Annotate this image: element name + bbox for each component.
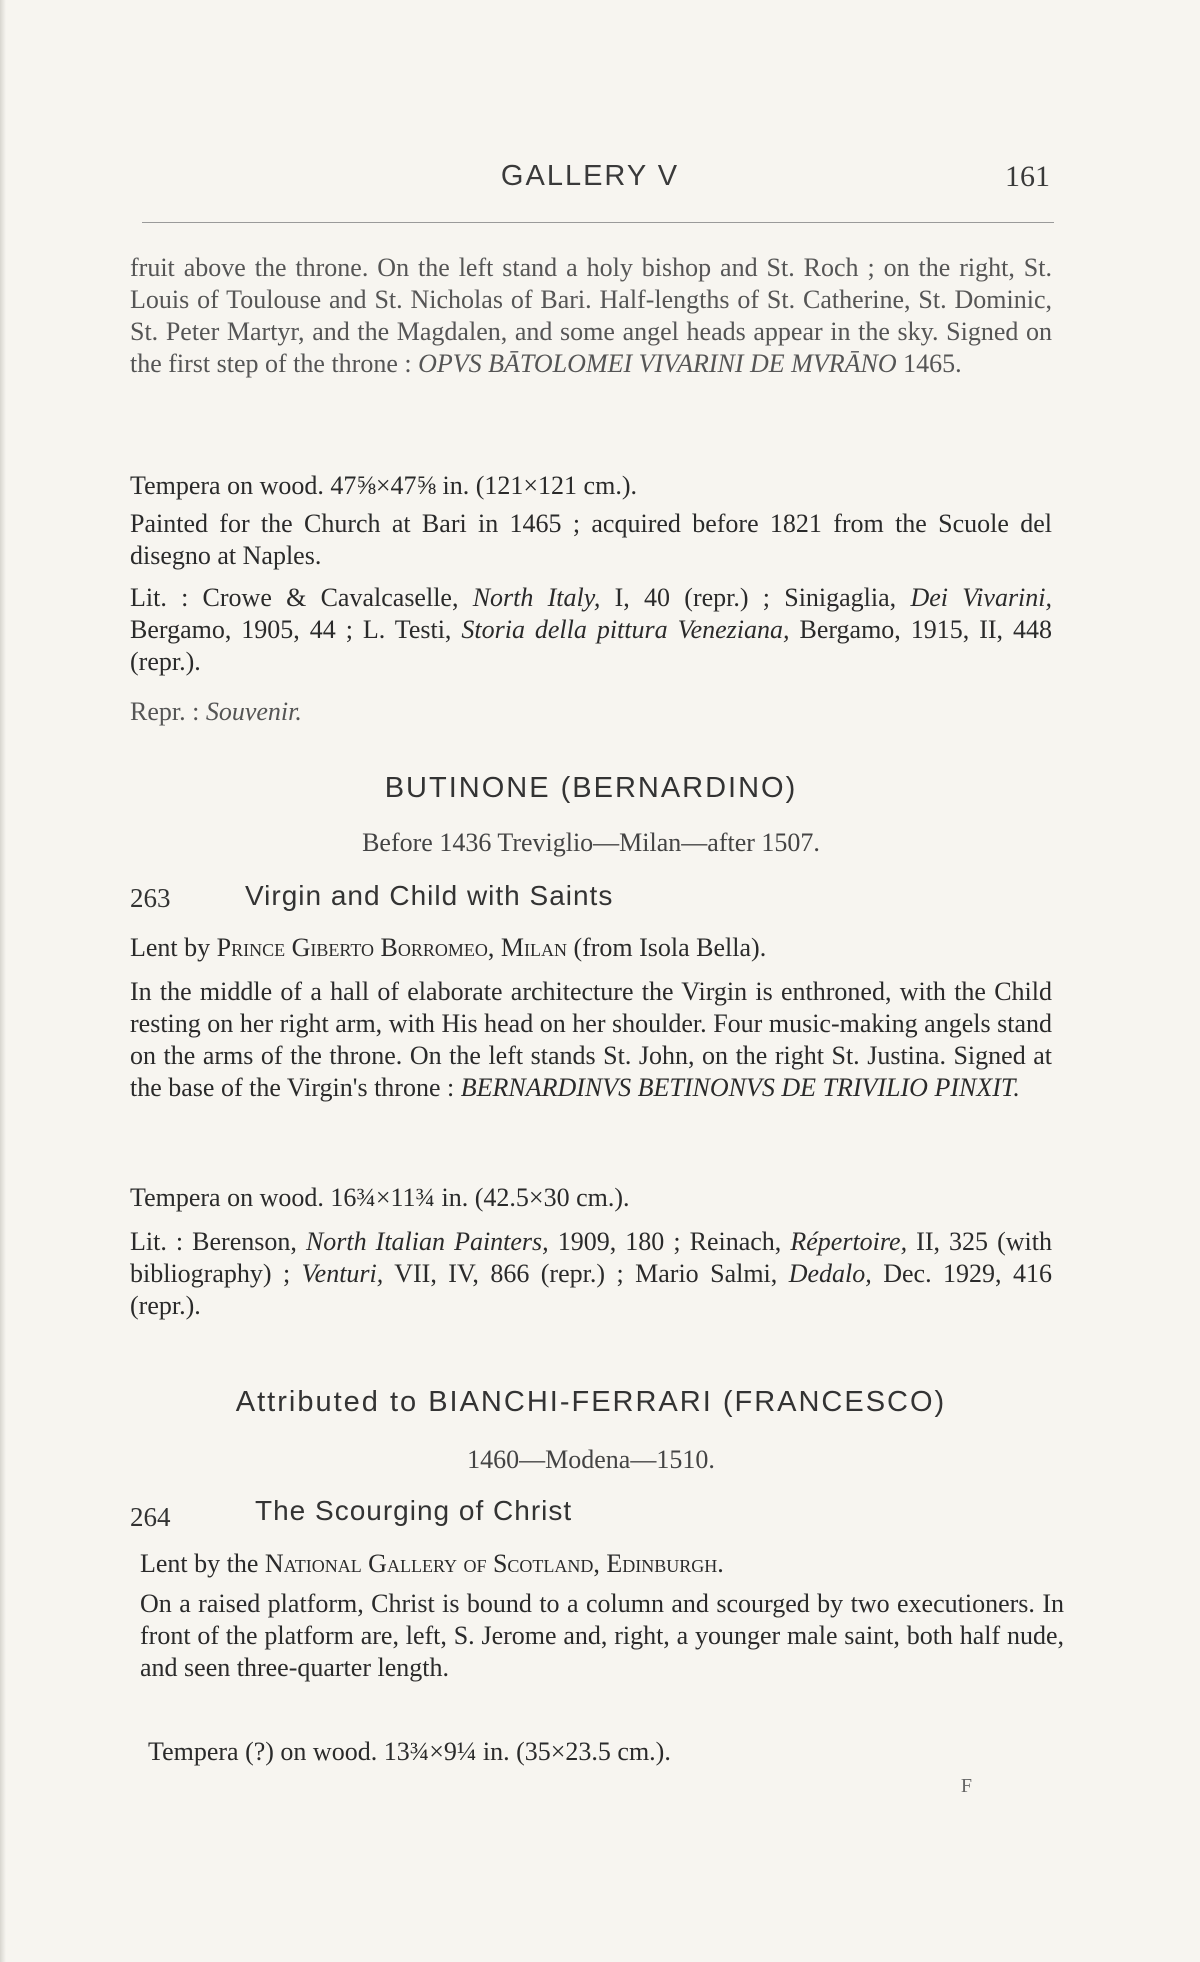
header-rule — [142, 222, 1054, 223]
entry-262-provenance: Painted for the Church at Bari in 1465 ; acquired before 1821 from the Scuole del disegno at Naples. — [130, 509, 1052, 570]
entry-264-medium: Tempera (?) on wood. 13¾×9¼ in. (35×23.5 cm.). — [148, 1737, 671, 1766]
lit-text: Dec. 1929, 416 (repr.). — [130, 1259, 1052, 1320]
entry-262-reproduction — [130, 696, 1052, 728]
entry-263-lender — [130, 932, 1052, 964]
description-text: In the middle of a hall of elaborate architecture the Virgin is enthroned, with the Child resting on her right arm, with His head on her shoulder. Four music-making angels stand on the arms of the throne. On the left stands St. John, on the right St. Justina. Signed at the base of the Virgin's throne : — [130, 977, 1052, 1102]
lit-text: Lit. : Crowe & Cavalcaselle, — [130, 583, 473, 612]
entry-262-medium: Tempera on wood. 47⅝×47⅝ in. (121×121 cm.). — [130, 471, 637, 500]
lent-prefix: Lent by — [130, 933, 217, 962]
lit-text: VII, IV, 866 (repr.) ; Mario Salmi, — [383, 1259, 789, 1288]
signature-inscription: OPVS BĀTOLOMEI VIVARINI DE MVRĀNO — [418, 349, 897, 378]
page-edge — [0, 0, 6, 1962]
lit-title: Dei Vivarini, — [910, 583, 1053, 612]
lit-text: I, 40 (repr.) ; Sinigaglia, — [600, 583, 911, 612]
page-number: 161 — [1005, 160, 1050, 193]
signature-year: 1465. — [896, 349, 962, 378]
entry-264-lender — [140, 1548, 1052, 1580]
entry-263-literature — [130, 1226, 1052, 1322]
signature-mark: F — [960, 1775, 972, 1797]
lit-text: Bergamo, 1905, 44 ; L. Testi, — [130, 615, 462, 644]
lit-title: North Italy, — [472, 583, 601, 612]
artist-heading-butinone: BUTINONE (BERNARDINO) — [384, 772, 798, 804]
entry-number-263: 263 — [130, 883, 171, 913]
lit-text: Lit. : Berenson, — [130, 1227, 306, 1256]
lit-title: Venturi, — [301, 1259, 384, 1288]
entry-262-description — [130, 252, 1052, 380]
lit-title: North Italian Painters, — [305, 1227, 549, 1256]
running-head — [130, 160, 1050, 200]
entry-262-literature — [130, 582, 1052, 678]
entry-263-description — [130, 976, 1052, 1104]
entry-264-description: On a raised platform, Christ is bound to a column and scourged by two executioners. In front of the platform are, left, S. Jerome and, right, a younger male saint, both half nude, and seen three-quarter length. — [140, 1589, 1064, 1682]
lit-title: Dedalo, — [788, 1259, 872, 1288]
lit-title: Storia della pittura Veneziana, — [461, 615, 790, 644]
artist-dates-bianchi-ferrari: 1460—Modena—1510. — [467, 1445, 715, 1474]
lit-text: Bergamo, 1915, II, 448 (repr.). — [130, 615, 1052, 676]
repr-value: Souvenir. — [205, 697, 302, 726]
signature-inscription: BERNARDINVS BETINONVS DE TRIVILIO PINXIT. — [460, 1073, 1020, 1102]
repr-label: Repr. : — [130, 697, 206, 726]
running-head-title: GALLERY V — [500, 160, 680, 192]
lender-name: National Gallery of Scotland, Edinburgh. — [264, 1549, 724, 1578]
entry-number-264: 264 — [130, 1502, 171, 1532]
lent-suffix: (from Isola Bella). — [566, 933, 767, 962]
artist-heading-bianchi-ferrari: Attributed to BIANCHI-FERRARI (FRANCESCO) — [235, 1386, 947, 1418]
lender-name: Prince Giberto Borromeo, Milan — [216, 933, 567, 962]
lit-text: 1909, 180 ; Reinach, — [548, 1227, 791, 1256]
entry-263-medium: Tempera on wood. 16¾×11¾ in. (42.5×30 cm.). — [130, 1183, 630, 1212]
entry-title-264: The Scourging of Christ — [255, 1495, 573, 1526]
lit-title: Répertoire, — [790, 1227, 908, 1256]
artist-dates-butinone: Before 1436 Treviglio—Milan—after 1507. — [362, 828, 820, 857]
entry-title-263: Virgin and Child with Saints — [245, 880, 614, 911]
lit-text: II, 325 (with bibliography) ; — [130, 1227, 1052, 1288]
description-text: fruit above the throne. On the left stand a holy bishop and St. Roch ; on the right, St. Louis of Toulouse and St. Nicholas of Bari. Half-lengths of St. Catherine, St. Dominic, St. Peter Martyr, and the Magdalen, and some angel heads appear in the sky. Signed on the first step of the throne : — [130, 253, 1052, 378]
lent-prefix: Lent by the — [140, 1549, 265, 1578]
